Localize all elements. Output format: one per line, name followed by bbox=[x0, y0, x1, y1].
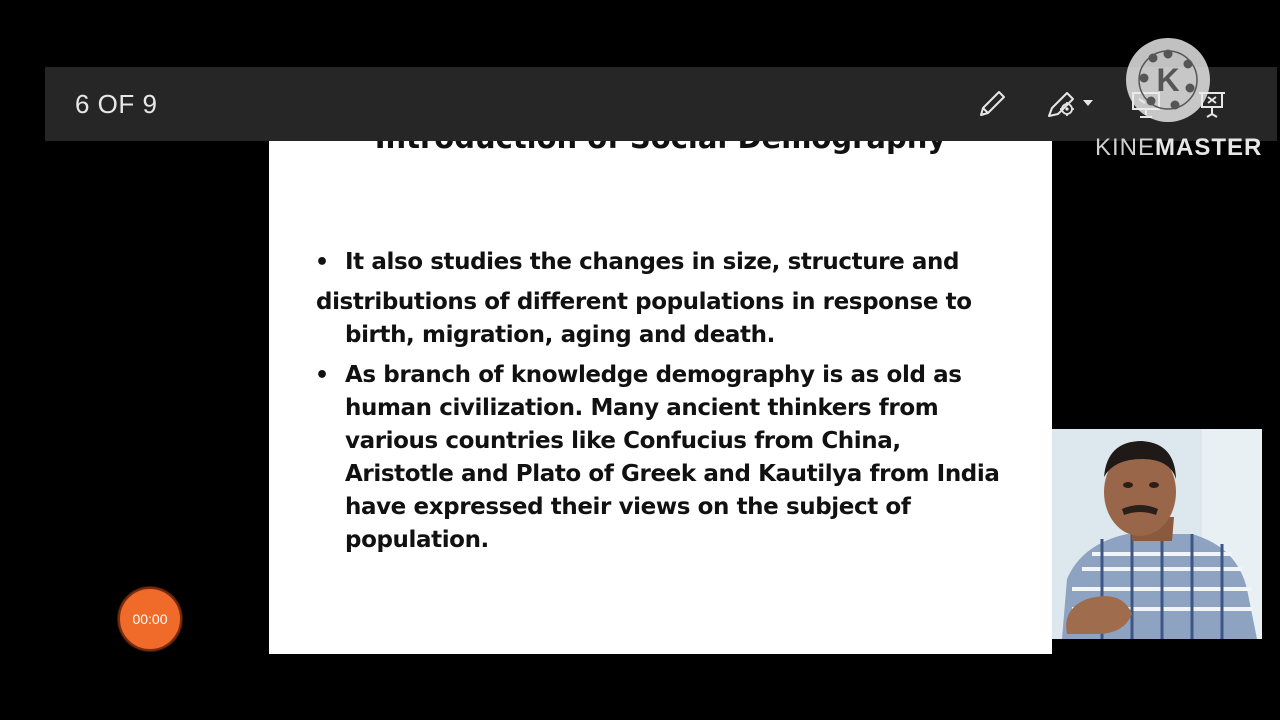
dropdown-caret-icon bbox=[1083, 100, 1093, 106]
svg-text:K: K bbox=[1156, 62, 1180, 98]
bullet-dot-2: • bbox=[315, 363, 330, 388]
bullet-2-line-4: Aristotle and Plato of Greek and Kautilya from India bbox=[345, 461, 1000, 487]
bullet-2-line-5: have expressed their views on the subject of bbox=[345, 494, 911, 520]
presenter-toolbar bbox=[45, 67, 1277, 141]
bullet-1-line-3: birth, migration, aging and death. bbox=[345, 322, 775, 348]
bullet-1-line-2: distributions of different populations in response to bbox=[316, 289, 972, 315]
bullet-2-line-2: human civilization. Many ancient thinkers from bbox=[345, 395, 939, 421]
highlighter-icon[interactable] bbox=[1045, 87, 1097, 121]
bullet-2-line-3: various countries like Confucius from China, bbox=[345, 428, 901, 454]
recording-timer-button[interactable]: 00:00 bbox=[118, 587, 182, 651]
bullet-dot-1: • bbox=[315, 250, 330, 275]
bullet-2-line-1: As branch of knowledge demography is as old as bbox=[345, 362, 962, 388]
kinemaster-wordmark bbox=[1095, 134, 1262, 162]
pen-icon[interactable] bbox=[975, 87, 1009, 121]
kinemaster-wordmark-master: MASTER bbox=[1155, 134, 1263, 161]
page-indicator: 6 OF 9 bbox=[75, 89, 158, 119]
webcam-video bbox=[1052, 429, 1262, 639]
bullet-1-line-1: It also studies the changes in size, structure and bbox=[345, 249, 960, 275]
slide bbox=[269, 118, 1052, 654]
kinemaster-wordmark-kine: KINE bbox=[1095, 134, 1156, 161]
kinemaster-logo bbox=[1126, 38, 1210, 122]
bullet-2-line-6: population. bbox=[345, 527, 489, 553]
